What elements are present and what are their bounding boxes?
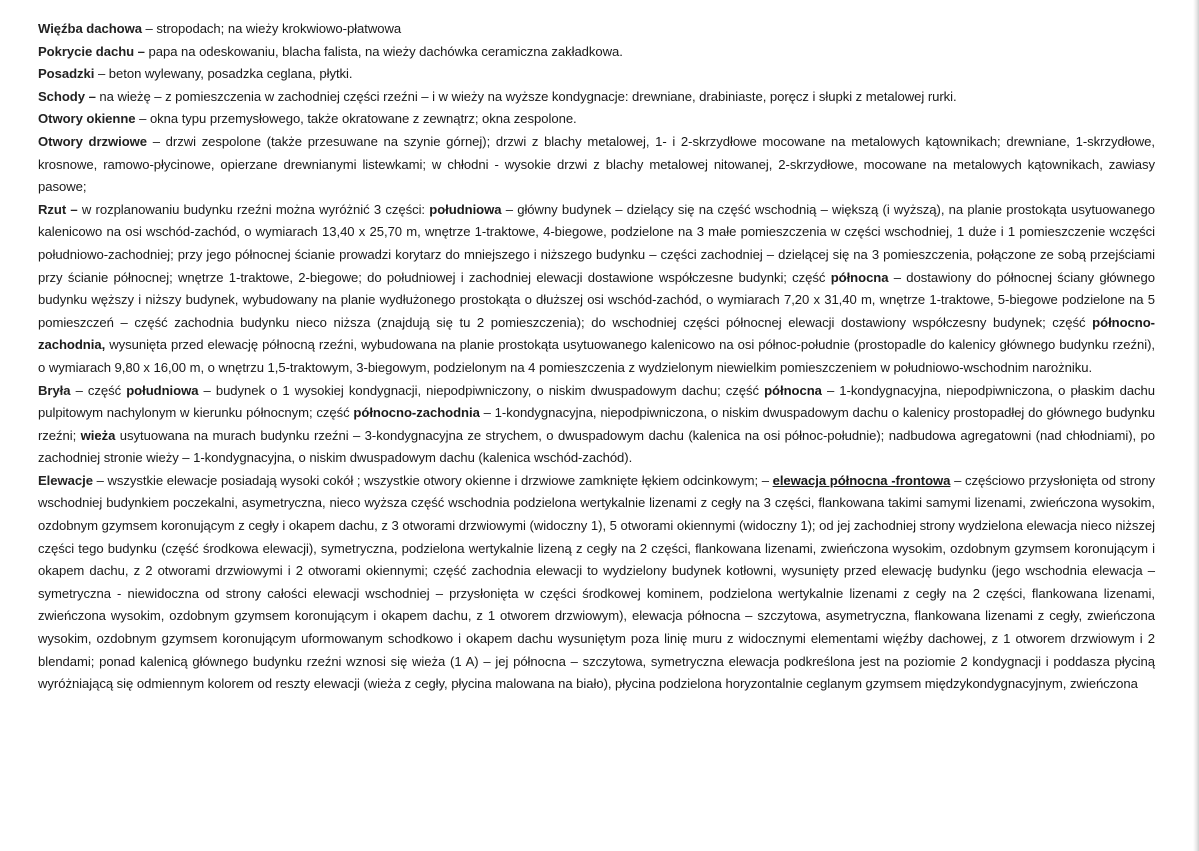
- paragraph-bryla: [38, 380, 1155, 470]
- term-label: Otwory drzwiowe: [38, 133, 148, 149]
- paragraph-text: – budynek o 1 wysokiej kondygnacji, niepodpiwniczony, o niskim dwuspadowym dachu; część: [198, 382, 765, 398]
- paragraph-otwory-okienne: [38, 108, 1155, 131]
- highlight-term: wieża: [80, 427, 116, 443]
- highlight-term: północna: [764, 382, 822, 398]
- paragraph-elewacje: [38, 470, 1155, 696]
- term-label: Rzut –: [38, 201, 78, 217]
- highlight-term-underlined: elewacja północna -frontowa: [772, 472, 951, 488]
- paragraph-text: w rozplanowaniu budynku rzeźni można wyróżnić 3 części:: [77, 201, 430, 217]
- paragraph-text: na wieżę – z pomieszczenia w zachodniej części rzeźni – i w wieży na wyższe kondygnacje: drewniane, drabiniaste, poręcz i słupki z metalowej rurki.: [95, 88, 957, 104]
- term-label: Pokrycie dachu –: [38, 43, 145, 59]
- paragraph-text: papa na odeskowaniu, blacha falista, na wieży dachówka ceramiczna zakładkowa.: [144, 43, 623, 59]
- paragraph-text: – 1-kondygnacyjna, niepodpiwniczona, o niskim dwuspadowym dachu o kalenicy prostopadłej do głównego budynku rzeźni;: [38, 405, 1155, 443]
- paragraph-text: – główny budynek – dzielący się na część wschodnią – większą (i wyższą), na planie prostokąta usytuowanego kalenicowo na osi wschód-zachód, o wymiarach 13,40 x 25,70 m, wnętrze 1-traktowe, 4-biegowe, podzielone na 3 małe pomieszczenia w części wschodniej, 1 duże i 1 pomieszczenie wczęści południowo-zachodniej; przy jego północnej ścianie prowadzi korytarz do mniejszego i niższego budynku – części zachodniej – dzielącej się na 3 pomieszczenia, połączone ze sobą przejściami przy ścianie północnej; wnętrze 1-traktowe, 2-biegowe; do południowej i zachodniej elewacji dostawione współczesne budynki; część: [38, 201, 1155, 285]
- paragraph-text: – częściowo przysłonięta od strony wschodniej budynkiem poczekalni, asymetryczna, nieco wyższa część wschodnia podzielona wertykalnie lizenami z cegły na 3 części, flankowana takimi samymi lizenami, zwieńczona wysokim, ozdobnym gzymsem koronującym z cegły i okapem dachu, z 3 otworami drzwiowymi (widoczny 1), 5 otworami okiennymi (widoczny 1); od jej zachodniej strony wydzielona elewacja nieco niższej części tego budynku (część środkowa elewacji), symetryczna, podzielona wertykalnie lizeną z cegły na 2 części, flankowana lizenami, zwieńczona wysokim, ozdobnym gzymsem koronującym i okapem dachu, z 2 otworami drzwiowymi i 2 otworami okiennymi; część zachodnia elewacji to wydzielony budynek kotłowni, wysunięty przed elewację budynku (jego wschodnia elewacja – symetryczna - niewidoczna od strony całości elewacji wschodniej – przysłonięta w części środkowej kominem, podzielona wertykalnie lizenami z cegły na 2 części, flankowana lizenami, zwieńczona wysokim, ozdobnym gzymsem koronującym i okapem dachu, z 1 otworem drzwiowym), elewacja północna – szczytowa, asymetryczna, flankowana lizenami z cegły, zwieńczona wysokim, ozdobnym gzymsem koronującym uformowanym schodkowo i okapem dachu wysuniętym poza linię muru z widocznymi elementami więźby dachowej, z 1 otworem drzwiowym i 2 blendami; ponad kalenicą głównego budynku rzeźni wznosi się wieża (1 A) – jej północna – szczytowa, symetryczna elewacja podkreślona jest na poziomie 2 kondygnacji i poddasza płyciną wyróżniającą się odmiennym kolorem od reszty elewacji (wieża z cegły, płycina malowana na biało), płycina podzielona horyzontalnie ceglanym gzymsem międzykondygnacyjnym, zwieńczona: [38, 472, 1155, 692]
- paragraph-pokrycie-dachu: [38, 41, 1155, 64]
- term-label: Bryła: [38, 382, 71, 398]
- highlight-term: południowa: [126, 382, 199, 398]
- term-label: Posadzki: [38, 66, 95, 82]
- paragraph-text: – okna typu przemysłowego, także okratowane z zewnątrz; okna zespolone.: [135, 111, 577, 127]
- paragraph-posadzki: [38, 63, 1155, 86]
- term-label: Schody –: [38, 88, 96, 104]
- term-label: Otwory okienne: [38, 111, 136, 127]
- paragraph-text: – drzwi zespolone (także przesuwane na szynie górnej); drzwi z blachy metalowej, 1- i 2-skrzydłowe mocowane na metalowych kątownikach; drewniane, 1-skrzydłowe, krosnowe, ramowo-płycinowe, opierzane drewnianymi listewkami; w chłodni - wysokie drzwi z blachy metalowej nitowanej, 2-skrzydłowe, mocowane na metalowych kątownikach, zawiasy pasowe;: [38, 133, 1155, 195]
- paragraph-rzut: [38, 199, 1155, 380]
- highlight-term: północno-zachodnia,: [38, 314, 1155, 353]
- paragraph-schody: [38, 86, 1155, 109]
- paragraph-text: – 1-kondygnacyjna, niepodpiwniczona, o płaskim dachu pulpitowym nachylonym w kierunku północnym; część: [38, 382, 1156, 421]
- scan-edge-shadow: [1193, 0, 1199, 851]
- paragraph-text: – wszystkie elewacje posiadają wysoki cokół ; wszystkie otwory okienne i drzwiowe zamknięte łękiem odcinkowym; –: [92, 472, 773, 488]
- term-label: Więźba dachowa: [38, 21, 142, 36]
- paragraph-wiezba-dachowa: [38, 18, 1155, 41]
- paragraph-text: wysunięta przed elewację północną rzeźni, wybudowana na planie prostokąta usytuowanego kalenicowo na osi północ-południe (prostopadle do kalenicy głównego budynku rzeźni), o wymiarach 9,80 x 16,00 m, o wnętrzu 1,5-traktowym, 3-biegowym, podzielonym na 4 pomieszczenia z wydzielonym niewielkim pomieszczeniem w południowo-wschodnim narożniku.: [38, 337, 1155, 375]
- term-label: Elewacje: [38, 472, 93, 488]
- highlight-term: północno-zachodnia: [353, 405, 480, 421]
- paragraph-text: – stropodach; na wieży krokwiowo-płatwowa: [141, 21, 402, 36]
- highlight-term: południowa: [429, 201, 502, 217]
- paragraph-text: – beton wylewany, posadzka ceglana, płytki.: [94, 66, 353, 82]
- paragraph-text: usytuowana na murach budynku rzeźni – 3-kondygnacyjna ze strychem, o dwuspadowym dachu (kalenica na osi północ-południe); nadbudowa agregatowni (nad chłodniami), po zachodniej stronie wieży – 1-kondygnacyjna, o niskim dwuspadowym dachu (kalenica wschód-zachód).: [38, 427, 1156, 466]
- highlight-term: północna: [830, 269, 889, 285]
- paragraph-text: – dostawiony do północnej ściany głównego budynku węższy i niższy budynek, wybudowany na planie wydłużonego prostokąta o dłuższej osi wschód-zachód, o wymiarach 7,20 x 31,40 m, wnętrze 1-traktowe, 5-biegowe podzielone na 5 pomieszczeń – część zachodnia budynku nieco niższa (znajdują się tu 2 pomieszczenia); do wschodniej części północnej elewacji dostawiony współczesny budynek; część: [38, 269, 1155, 330]
- paragraph-text: – część: [70, 382, 127, 398]
- paragraph-otwory-drzwiowe: [38, 131, 1155, 199]
